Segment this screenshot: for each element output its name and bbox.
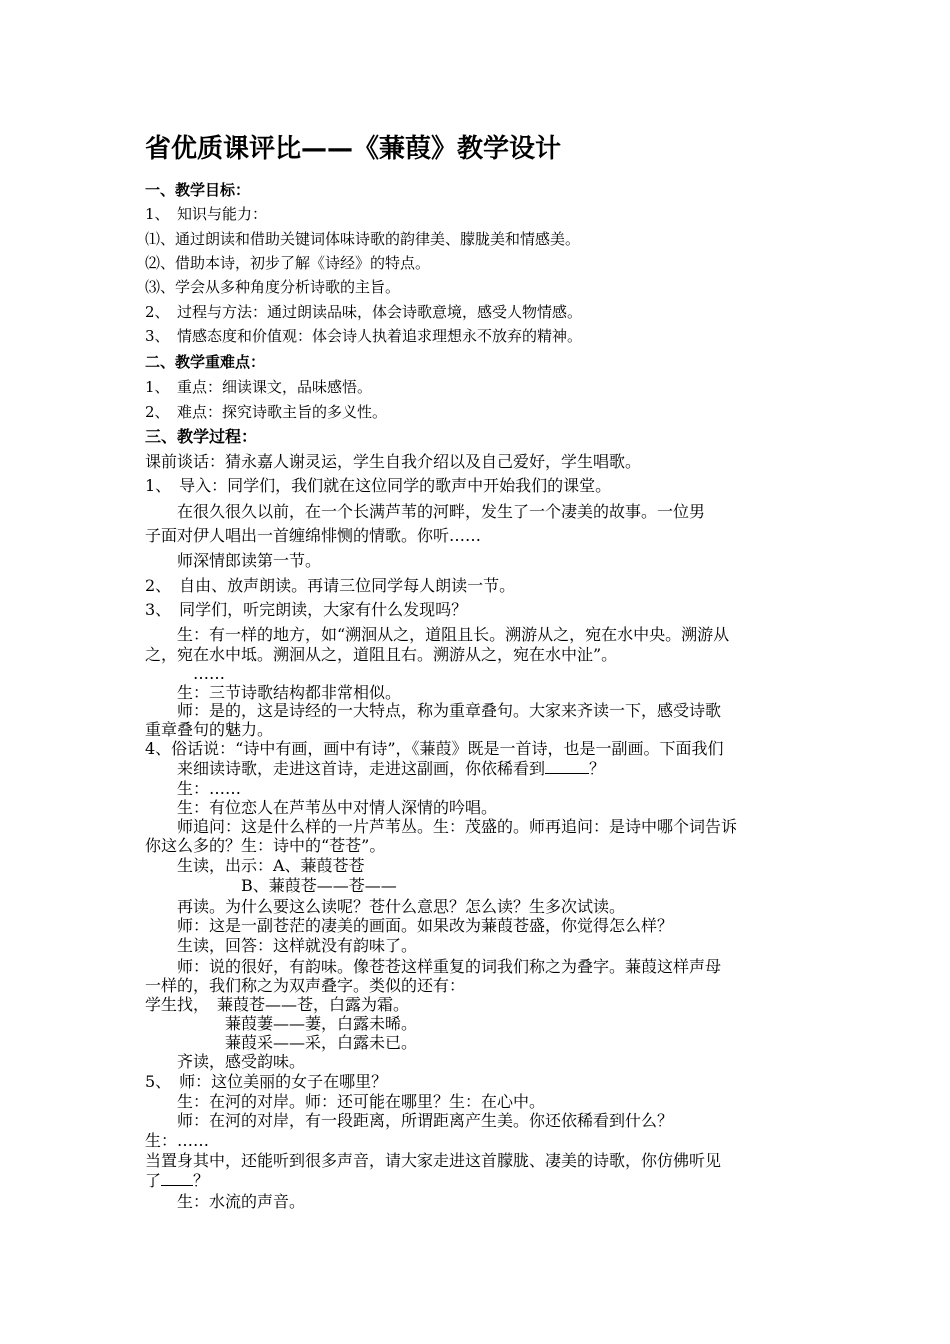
paragraph-line: 生：有位恋人在芦苇丛中对情人深情的吟唱。 (145, 798, 498, 817)
paragraph-line: 齐读，感受韵味。 (145, 1052, 306, 1071)
paragraph-line: 当置身其中，还能听到很多声音，请大家走进这首朦胧、凄美的诗歌，你仿佛听见 (145, 1151, 722, 1170)
paragraph-line: 生：…… (145, 1131, 210, 1150)
paragraph-line: 之，宛在水中坻。溯洄从之，道阻且右。溯游从之，宛在水中沚”。 (145, 645, 618, 664)
paragraph-line: 生：水流的声音。 (145, 1192, 306, 1211)
question-mark: ？ (589, 759, 606, 778)
paragraph-line: 在很久很久以前，在一个长满芦苇的河畔，发生了一个凄美的故事。一位男 (145, 502, 706, 521)
objective-subitem: ⑴、通过朗读和借助关键词体味诗歌的韵律美、朦胧美和情感美。 (145, 230, 581, 248)
fill-in-blank (161, 1171, 193, 1186)
paragraph-line: 4、俗话说：“诗中有画，画中有诗”，《蒹葭》既是一首诗，也是一副画。下面我们 (145, 739, 724, 758)
paragraph-line: 2、 自由、放声朗读。再请三位同学每人朗读一节。 (145, 576, 516, 595)
section-heading-key-points: 二、教学重难点： (145, 353, 266, 371)
paragraph-line: B、蒹葭苍——苍—— (145, 876, 397, 895)
paragraph-line: 生：在河的对岸。师：还可能在哪里？生：在心中。 (145, 1092, 546, 1111)
paragraph-line: 课前谈话：猜永嘉人谢灵运，学生自我介绍以及自己爱好，学生唱歌。 (145, 452, 642, 471)
section-heading-process: 三、教学过程： (145, 427, 258, 446)
paragraph-line: 1、 导入：同学们，我们就在这位同学的歌声中开始我们的课堂。 (145, 476, 612, 495)
paragraph-line: 生：有一样的地方，如“溯洄从之，道阻且长。溯游从之，宛在水中央。溯游从 (145, 625, 730, 644)
document-title: 省优质课评比——《蒹葭》教学设计 (145, 134, 562, 164)
paragraph-line: 师：这是一副苍茫的凄美的画面。如果改为蒹葭苍盛，你觉得怎么样？ (145, 916, 674, 935)
question-mark: ？ (193, 1171, 210, 1190)
paragraph-line: 师：是的，这是诗经的一大特点，称为重章叠句。大家来齐读一下，感受诗歌 (145, 701, 722, 720)
paragraph-line: 一样的，我们称之为双声叠字。类似的还有： (145, 976, 466, 995)
objective-item: 3、 情感态度和价值观：体会诗人执着追求理想永不放弃的精神。 (145, 327, 583, 345)
objective-item: 2、 过程与方法：通过朗读品味，体会诗歌意境，感受人物情感。 (145, 303, 583, 321)
key-point-item: 1、 重点：细读课文，品味感悟。 (145, 378, 373, 396)
key-point-item: 2、 难点：探究诗歌主旨的多义性。 (145, 403, 388, 421)
objective-subitem: ⑵、借助本诗，初步了解《诗经》的特点。 (145, 254, 431, 272)
paragraph-line: 重章叠句的魅力。 (145, 720, 274, 739)
paragraph-line: 师追问：这是什么样的一片芦苇丛。生：茂盛的。师再追问：是诗中哪个词告诉 (145, 817, 738, 836)
section-heading-objectives: 一、教学目标： (145, 181, 251, 199)
paragraph-line: 生读，出示：A、蒹葭苍苍 (145, 856, 365, 875)
paragraph-line: 蒹葭萋——萋，白露未晞。 (145, 1014, 418, 1033)
paragraph-line: 子面对伊人唱出一首缠绵悱恻的情歌。你听…… (145, 526, 482, 545)
question-text: 来细读诗歌，走进这首诗，走进这副画，你依稀看到 (145, 759, 546, 778)
paragraph-line (145, 1171, 815, 1190)
paragraph-line: 5、 师：这位美丽的女子在哪里？ (145, 1072, 388, 1091)
paragraph-line (145, 759, 815, 778)
objective-subitem: ⑶、学会从多种角度分析诗歌的主旨。 (145, 278, 401, 296)
paragraph-line: 你这么多的？生：诗中的“苍苍”。 (145, 836, 386, 855)
paragraph-line: 学生找， 蒹葭苍——苍，白露为霜。 (145, 995, 410, 1014)
paragraph-line: 师：在河的对岸，有一段距离，所谓距离产生美。你还依稀看到什么？ (145, 1111, 674, 1130)
paragraph-line: …… (145, 664, 226, 683)
paragraph-line: 生：三节诗歌结构都非常相似。 (145, 683, 402, 702)
paragraph-line: 生读，回答：这样就没有韵味了。 (145, 936, 418, 955)
paragraph-line: 3、 同学们，听完朗读，大家有什么发现吗？ (145, 600, 468, 619)
fill-in-blank (545, 759, 589, 774)
paragraph-line: 师：说的很好，有韵味。像苍苍这样重复的词我们称之为叠字。蒹葭这样声母 (145, 957, 722, 976)
paragraph-line: 再读。为什么要这么读呢？苍什么意思？怎么读？生多次试读。 (145, 897, 626, 916)
objective-item: 1、 知识与能力： (145, 205, 268, 223)
paragraph-line: 生：…… (145, 779, 242, 798)
question-text: 了 (145, 1171, 162, 1190)
paragraph-line: 蒹葭采——采，白露未已。 (145, 1033, 418, 1052)
paragraph-line: 师深情郎读第一节。 (145, 551, 322, 570)
